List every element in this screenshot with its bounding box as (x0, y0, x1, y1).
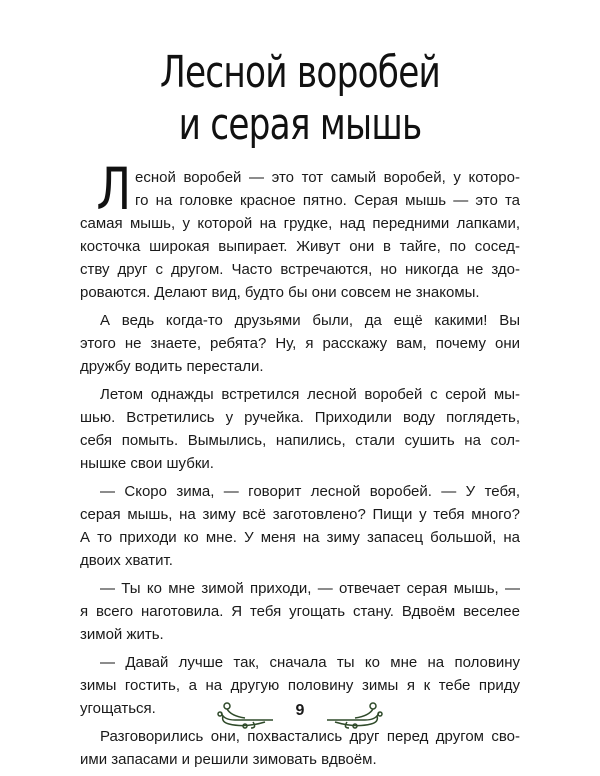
paragraph (80, 725, 520, 771)
text-line: А ведь когда-то друзьями были, да ещё какими! Вы (100, 312, 520, 329)
text-line: самая мышь, у которой на грудке, над передними лапками, (80, 215, 520, 232)
text-line: роваются. Делают вид, будто бы они совсем не знакомы. (80, 284, 480, 301)
text-line: — Ты ко мне зимой приходи, — отвечает серая мышь, — (100, 580, 520, 597)
text-line: А то приходи ко мне. У меня на зиму запасец большой, на (80, 529, 520, 546)
text-line: есной воробей — это тот самый воробей, у которо- (135, 169, 520, 186)
text-line: косточка широкая выпирает. Живут они в тайге, по сосед- (80, 238, 520, 255)
text-line: — Давай лучше так, сначала ты ко мне на половину (100, 654, 520, 671)
right-ornament-icon (325, 700, 385, 730)
page-title-line-1: Лесной воробей (159, 47, 441, 98)
text-line: зимы гостить, а на другую половину зимы я к тебе приду (80, 677, 520, 694)
text-line: Разговорились они, похвастались друг перед другом сво- (100, 728, 520, 745)
text-line: я всего наготовила. Я тебя угощать стану. Вдвоём веселее (80, 603, 520, 620)
text-line: шью. Встретились у ручейка. Приходили воду поглядеть, (80, 409, 520, 426)
text-line: серая мышь, на зиму всё заготовлено? Пищи у тебя много? (80, 506, 520, 523)
text-line: зимой жить. (80, 626, 164, 643)
drop-cap: Л (96, 155, 132, 223)
text-line: — Скоро зима, — говорит лесной воробей. — У тебя, (100, 483, 520, 500)
paragraph (80, 577, 520, 646)
page-footer (0, 700, 600, 730)
text-line: Летом однажды встретился лесной воробей с серой мы- (100, 386, 520, 403)
page-title-line-2: и серая мышь (178, 99, 422, 150)
paragraph (80, 480, 520, 572)
text-line: ству друг с другом. Часто встречаются, но никогда не здо- (80, 261, 520, 278)
text-line: угощаться. (80, 700, 156, 717)
text-line: дружбу водить перестали. (80, 358, 264, 375)
left-ornament-icon (215, 700, 275, 730)
text-line: себя помыть. Вымылись, напились, стали сушить на сол- (80, 432, 520, 449)
paragraph (80, 166, 520, 304)
paragraph (80, 309, 520, 378)
text-line: го на головке красное пятно. Серая мышь — это та (135, 192, 520, 209)
text-line: этого не знаете, ребята? Ну, я расскажу вам, почему они (80, 335, 520, 352)
text-line: двоих хватит. (80, 552, 173, 569)
text-line: нышке свои шубки. (80, 455, 214, 472)
page-number: 9 (295, 702, 305, 719)
paragraph (80, 383, 520, 475)
text-line: ими запасами и решили зимовать вдвоём. (80, 751, 377, 768)
story-text (80, 155, 520, 776)
